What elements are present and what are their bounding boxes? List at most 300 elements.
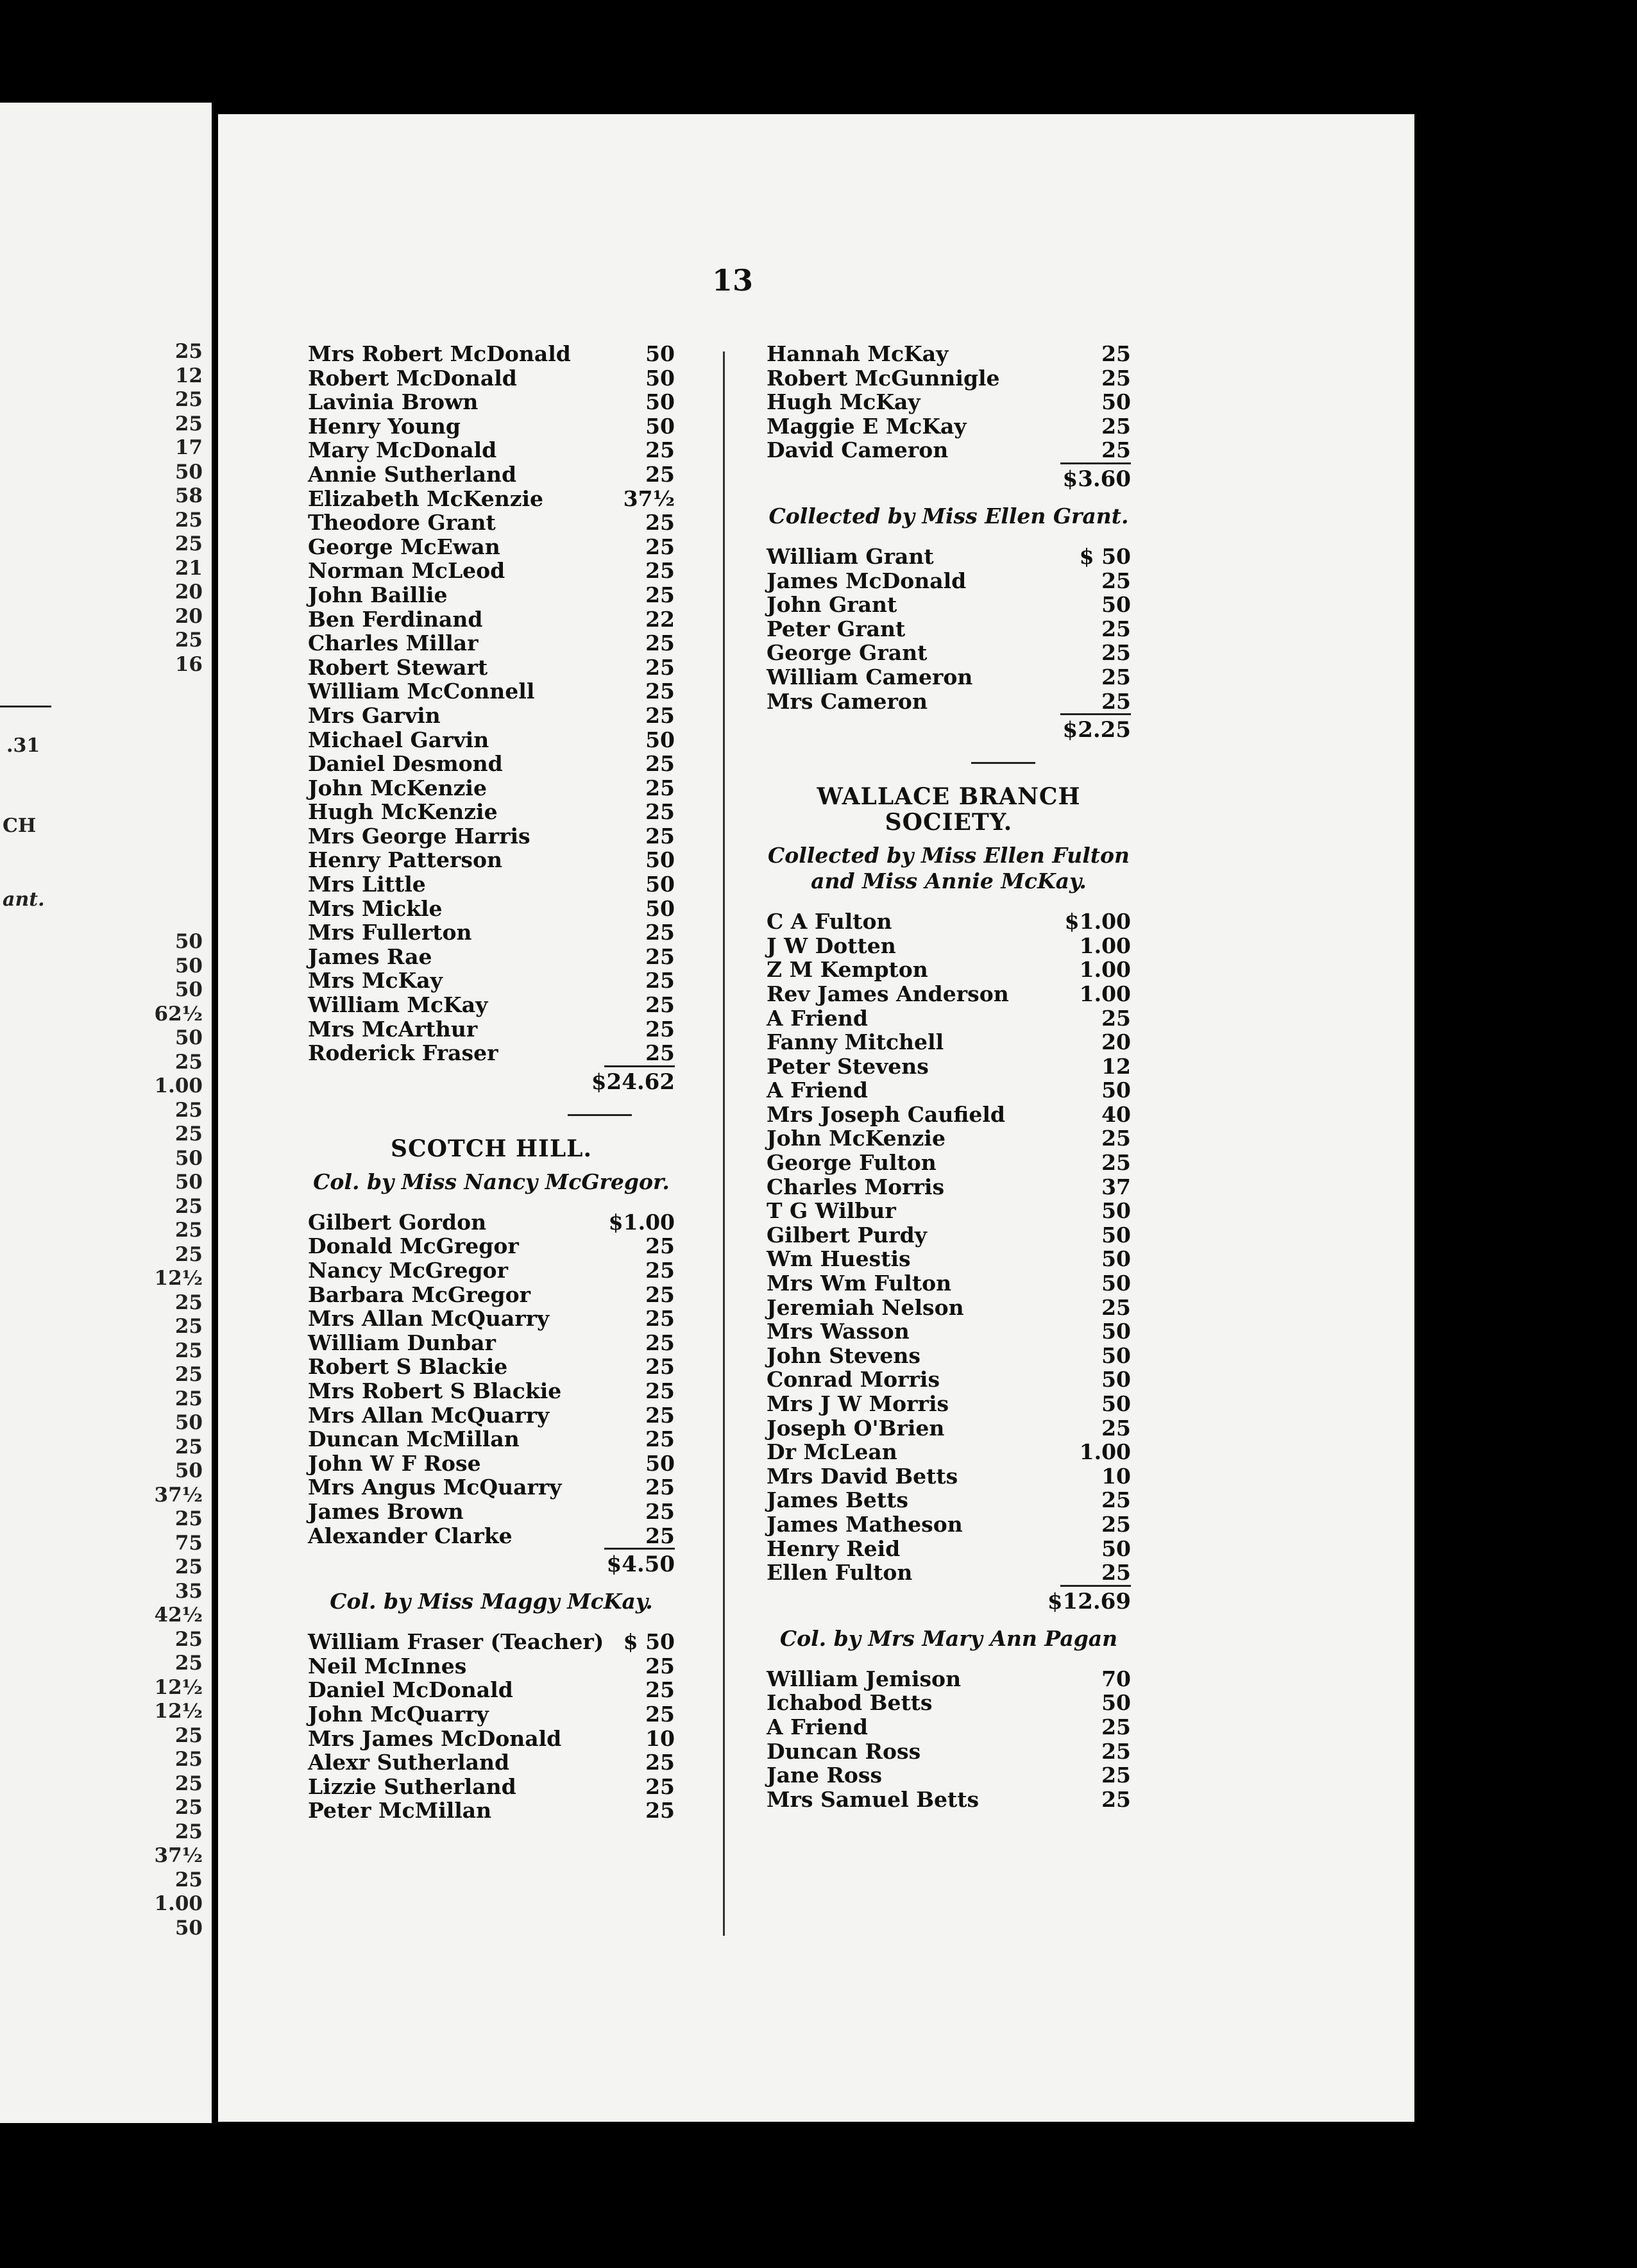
subscriber-name: Norman McLeod xyxy=(308,558,505,584)
subscriber-name: Duncan Ross xyxy=(767,1738,921,1764)
subscriber-name: William Cameron xyxy=(767,664,973,690)
subscriber-row xyxy=(767,1561,1131,1585)
left-page-amount: 12½ xyxy=(154,1675,203,1699)
subscriber-row xyxy=(767,569,1131,593)
subscriber-amount: 50 xyxy=(1101,592,1131,618)
collector-line: Collected by Miss Ellen Grant. xyxy=(768,503,1129,529)
subscriber-amount: 50 xyxy=(645,341,675,366)
subscriber-row xyxy=(767,366,1131,391)
subscriber-row xyxy=(308,1041,675,1065)
collector-line: Col. by Miss Maggy McKay. xyxy=(330,1589,653,1614)
subscriber-row xyxy=(308,1678,675,1702)
subscriber-amount: 25 xyxy=(645,992,675,1018)
subscriber-name: Mrs David Betts xyxy=(767,1463,958,1489)
left-page-amount: 20 xyxy=(174,580,203,604)
subscriber-name: John Stevens xyxy=(767,1342,920,1368)
subscriber-row xyxy=(308,1775,675,1799)
subscriber-name: James McDonald xyxy=(767,568,967,593)
subscriber-row xyxy=(308,1331,675,1355)
subscriber-name: Mary McDonald xyxy=(308,437,497,463)
subscriber-row xyxy=(308,583,675,607)
subscriber-name: William McKay xyxy=(308,992,488,1018)
subscriber-name: Peter McMillan xyxy=(308,1798,492,1824)
subscriber-amount: 25 xyxy=(645,702,675,728)
subscriber-row xyxy=(767,1006,1131,1031)
subscriber-name: Henry Reid xyxy=(767,1536,901,1561)
subscriber-row xyxy=(308,1355,675,1379)
subscriber-amount: 10 xyxy=(645,1725,675,1751)
subscriber-amount: 25 xyxy=(645,534,675,559)
subscriber-amount: 50 xyxy=(1101,389,1131,415)
left-page-amounts-1 xyxy=(145,340,203,677)
subscriber-name: Barbara McGregor xyxy=(308,1282,531,1307)
subscriber-name: Charles Millar xyxy=(308,630,479,656)
subscriber-amount: 25 xyxy=(1101,1511,1131,1537)
left-page-amount: 50 xyxy=(174,1171,203,1194)
subscriber-amount: 25 xyxy=(645,1426,675,1452)
subscriber-name: William Dunbar xyxy=(308,1330,496,1355)
subscriber-amount: 25 xyxy=(645,775,675,800)
left-page-amount: 25 xyxy=(174,1748,203,1771)
subscriber-amount: 25 xyxy=(1101,1487,1131,1513)
subscriber-row xyxy=(767,1054,1131,1079)
subscriber-name: Alexr Sutherland xyxy=(308,1750,510,1775)
left-page-amount: 50 xyxy=(174,930,203,953)
subscriber-row xyxy=(767,910,1131,934)
subscriber-name: Mrs Allan McQuarry xyxy=(308,1306,550,1332)
subscriber-row xyxy=(308,824,675,849)
subscriber-row xyxy=(767,1078,1131,1103)
subscriber-row xyxy=(767,1464,1131,1489)
subscriber-name: William McConnell xyxy=(308,679,535,704)
subscriber-row xyxy=(308,1727,675,1751)
subscriber-name: John McQuarry xyxy=(308,1701,489,1727)
subscriber-name: Henry Young xyxy=(308,413,461,439)
subscriber-row xyxy=(767,1488,1131,1512)
subscriber-amount: 25 xyxy=(645,1498,675,1524)
left-page-amount: 25 xyxy=(174,1555,203,1578)
subscriber-amount: 40 xyxy=(1101,1101,1131,1127)
subscriber-name: Mrs Joseph Caufield xyxy=(767,1101,1005,1127)
subscriber-amount: 25 xyxy=(645,1677,675,1703)
subscriber-row xyxy=(767,1739,1131,1764)
subscriber-amount: 25 xyxy=(1101,1415,1131,1441)
subscriber-row xyxy=(308,1379,675,1403)
subscriber-name: Mrs J W Morris xyxy=(767,1391,949,1416)
left-page-amount: 25 xyxy=(174,1820,203,1843)
subscriber-row xyxy=(308,1210,675,1235)
subscriber-row xyxy=(767,1126,1131,1151)
subscriber-amount: 25 xyxy=(645,944,675,969)
left-page-amount: 50 xyxy=(174,1411,203,1434)
subscriber-row xyxy=(308,704,675,728)
section-heading-scotch-hill: SCOTCH HILL. xyxy=(390,1135,592,1162)
subscriber-row xyxy=(767,545,1131,569)
subscriber-name: James Rae xyxy=(308,944,432,969)
subscriber-name: Mrs James McDonald xyxy=(308,1725,562,1751)
subscriber-name: David Cameron xyxy=(767,437,949,463)
subscriber-row xyxy=(308,342,675,366)
subscriber-amount: 25 xyxy=(645,654,675,680)
subscriber-row xyxy=(308,1798,675,1823)
subscriber-name: Mrs Mickle xyxy=(308,895,443,921)
subscriber-amount: 25 xyxy=(645,1330,675,1355)
subscriber-amount: 22 xyxy=(645,606,675,632)
left-page-amount: 25 xyxy=(174,1363,203,1386)
left-page-amount: 25 xyxy=(174,1868,203,1891)
subscriber-row xyxy=(767,390,1131,414)
subscriber-name: Z M Kempton xyxy=(767,957,928,983)
subscriber-list-7 xyxy=(767,1667,1254,1812)
subscriber-amount: 12 xyxy=(1101,1053,1131,1079)
subscriber-name: Wm Huestis xyxy=(767,1246,911,1272)
collector-line: Col. by Miss Nancy McGregor. xyxy=(313,1169,670,1194)
subscriber-amount: 50 xyxy=(1101,1367,1131,1392)
subscriber-name: C A Fulton xyxy=(767,909,892,935)
heading-line-1: WALLACE BRANCH xyxy=(817,783,1081,811)
subscriber-amount: 25 xyxy=(645,1378,675,1403)
subscriber-name: Mrs Wasson xyxy=(767,1319,910,1344)
subscriber-amount: 1.00 xyxy=(1079,981,1131,1006)
subscriber-list-5 xyxy=(767,545,1254,713)
subscriber-row xyxy=(308,487,675,511)
subscriber-amount: 1.00 xyxy=(1079,957,1131,983)
subscriber-name: Jane Ross xyxy=(767,1763,883,1788)
subscriber-amount: 50 xyxy=(1101,1246,1131,1272)
subscriber-name: Hugh McKenzie xyxy=(308,799,498,825)
subscriber-amount: 50 xyxy=(1101,1222,1131,1248)
subscriber-amount: 50 xyxy=(1101,1271,1131,1296)
subscriber-row xyxy=(767,1271,1131,1296)
subscriber-name: John McKenzie xyxy=(308,775,487,800)
subscriber-row xyxy=(308,390,675,414)
subscriber-amount: 50 xyxy=(645,1450,675,1476)
subscriber-row xyxy=(767,665,1131,690)
subscriber-name: Henry Patterson xyxy=(308,847,502,873)
left-page-amount: 25 xyxy=(174,1315,203,1338)
subscriber-amount: 25 xyxy=(1101,341,1131,366)
subscriber-row xyxy=(767,690,1131,714)
subscriber-name: William Grant xyxy=(767,543,934,569)
subscriber-row xyxy=(308,1307,675,1331)
subscriber-name: Joseph O'Brien xyxy=(767,1415,945,1441)
subscriber-list-4 xyxy=(767,342,1254,462)
subscriber-row xyxy=(308,1630,675,1654)
subscriber-name: Rev James Anderson xyxy=(767,981,1009,1006)
subscriber-name: Maggie E McKay xyxy=(767,413,967,439)
left-page-amount: 25 xyxy=(174,1796,203,1819)
subscriber-name: Robert Stewart xyxy=(308,654,488,680)
subscriber-name: Peter Stevens xyxy=(767,1053,929,1079)
subscriber-name: Mrs Angus McQuarry xyxy=(308,1475,562,1500)
subscriber-name: Hugh McKay xyxy=(767,389,920,415)
subscriber-amount: 25 xyxy=(1101,568,1131,593)
subtotal-4: $2.25 xyxy=(767,713,1131,747)
subscriber-row xyxy=(308,728,675,752)
subscriber-amount: 50 xyxy=(645,365,675,391)
subscriber-row xyxy=(308,1017,675,1042)
subscriber-name: Robert McDonald xyxy=(308,365,517,391)
subscriber-row xyxy=(308,366,675,391)
subscriber-row xyxy=(308,1283,675,1307)
left-page-amount: 25 xyxy=(174,412,203,436)
subscriber-name: Elizabeth McKenzie xyxy=(308,486,543,511)
subtotal-2: $4.50 xyxy=(308,1548,675,1581)
subscriber-row xyxy=(767,1537,1131,1561)
subscriber-row xyxy=(308,1403,675,1428)
left-page-amount: 17 xyxy=(174,436,203,459)
subscriber-row xyxy=(767,617,1131,641)
subscriber-name: Mrs George Harris xyxy=(308,823,530,849)
subscriber-row xyxy=(308,438,675,462)
subscriber-amount: 37 xyxy=(1101,1174,1131,1199)
subscriber-row xyxy=(767,593,1131,617)
subscriber-name: Robert S Blackie xyxy=(308,1354,508,1380)
subscriber-amount: 25 xyxy=(645,1701,675,1727)
subscriber-row xyxy=(767,1175,1131,1199)
subscriber-name: Mrs McArthur xyxy=(308,1016,478,1042)
left-page-amounts-2 xyxy=(145,930,203,1940)
subscriber-row xyxy=(308,897,675,921)
subscriber-row xyxy=(767,342,1131,366)
subscriber-amount: 50 xyxy=(645,389,675,415)
subscriber-name: Mrs Cameron xyxy=(767,688,928,714)
subscriber-amount: 50 xyxy=(1101,1198,1131,1224)
left-page-amount: 25 xyxy=(174,1652,203,1675)
left-page-amount: 25 xyxy=(174,1098,203,1122)
subscriber-amount: 25 xyxy=(645,920,675,945)
left-page-amount: 37½ xyxy=(154,1483,203,1507)
subscriber-amount: 25 xyxy=(645,1653,675,1679)
left-page-amount: 50 xyxy=(174,978,203,1001)
section-separator xyxy=(767,747,1254,779)
left-page-amount: 21 xyxy=(174,556,203,580)
subscriber-name: James Brown xyxy=(308,1498,464,1524)
subtotal-1: $24.62 xyxy=(308,1065,675,1099)
subscriber-name: Hannah McKay xyxy=(767,341,949,366)
subscriber-name: T G Wilbur xyxy=(767,1198,896,1224)
subscriber-amount: 25 xyxy=(645,1750,675,1775)
subscriber-name: George Grant xyxy=(767,640,928,666)
subscriber-name: Mrs Little xyxy=(308,872,426,897)
left-page-amount: 25 xyxy=(174,1723,203,1747)
subscriber-amount: 25 xyxy=(645,510,675,536)
subscriber-name: William Jemison xyxy=(767,1666,962,1691)
left-page-amount: 25 xyxy=(174,1050,203,1074)
subscriber-row xyxy=(767,1512,1131,1537)
subscriber-amount: 25 xyxy=(645,1402,675,1428)
subscriber-amount: 50 xyxy=(1101,1391,1131,1416)
collector-line: Col. by Mrs Mary Ann Pagan xyxy=(779,1625,1118,1651)
subscriber-name: Mrs Allan McQuarry xyxy=(308,1402,550,1428)
subscriber-row xyxy=(767,982,1131,1006)
left-page-amount: 25 xyxy=(174,1122,203,1146)
subscriber-amount: 25 xyxy=(1101,437,1131,463)
subscriber-row xyxy=(767,1319,1131,1344)
subscriber-amount: 25 xyxy=(1101,664,1131,690)
subscriber-amount: 25 xyxy=(1101,1714,1131,1739)
subscriber-row xyxy=(308,848,675,872)
subscriber-row xyxy=(767,1763,1131,1788)
left-page-amount: 1.00 xyxy=(154,1074,203,1097)
subscriber-name: A Friend xyxy=(767,1714,868,1739)
subscriber-amount: 37½ xyxy=(623,486,675,511)
subtotal-5: $12.69 xyxy=(767,1585,1131,1618)
subscriber-name: George McEwan xyxy=(308,534,500,559)
subscriber-amount: 25 xyxy=(645,1523,675,1548)
subscriber-amount: 25 xyxy=(645,1773,675,1799)
subscriber-amount: 25 xyxy=(645,751,675,777)
left-page-fragment xyxy=(0,103,212,2123)
subscriber-amount: 50 xyxy=(1101,1078,1131,1103)
subscriber-name: J W Dotten xyxy=(767,933,896,958)
subscriber-amount: 25 xyxy=(645,1258,675,1283)
left-page-total: .31 xyxy=(6,734,40,757)
subscriber-name: Robert McGunnigle xyxy=(767,365,1000,391)
subscriber-row xyxy=(308,1524,675,1548)
subscriber-row xyxy=(308,535,675,559)
subscriber-amount: 1.00 xyxy=(1079,933,1131,958)
left-page-amount: 42½ xyxy=(154,1604,203,1627)
subscriber-name: Theodore Grant xyxy=(308,510,496,536)
subscriber-name: Daniel McDonald xyxy=(308,1677,513,1703)
subscriber-amount: 25 xyxy=(1101,1763,1131,1788)
subscriber-row xyxy=(767,1416,1131,1441)
subscriber-row xyxy=(767,438,1131,462)
subscriber-row xyxy=(767,934,1131,958)
left-page-amount: 35 xyxy=(174,1579,203,1603)
subscriber-amount: 25 xyxy=(1101,1294,1131,1320)
subscriber-name: A Friend xyxy=(767,1078,868,1103)
subscriber-amount: 25 xyxy=(645,799,675,825)
subscriber-row xyxy=(308,872,675,897)
subscriber-name: Roderick Fraser xyxy=(308,1040,498,1066)
subscriber-amount: 50 xyxy=(645,727,675,752)
subscriber-row xyxy=(308,752,675,776)
subscriber-amount: 25 xyxy=(645,823,675,849)
subscriber-amount: 25 xyxy=(645,1475,675,1500)
subscriber-name: Ichabod Betts xyxy=(767,1690,933,1716)
subscriber-name: John Baillie xyxy=(308,582,448,607)
subscriber-name: Lizzie Sutherland xyxy=(308,1773,516,1799)
subscriber-row xyxy=(767,1440,1131,1464)
page-number: 13 xyxy=(712,263,754,298)
subscriber-name: Jeremiah Nelson xyxy=(767,1294,964,1320)
left-page-amount: 25 xyxy=(174,1627,203,1651)
subscriber-name: Lavinia Brown xyxy=(308,389,479,415)
left-page-amount: 25 xyxy=(174,629,203,652)
subscriber-amount: 25 xyxy=(1101,365,1131,391)
subscriber-name: Daniel Desmond xyxy=(308,751,503,777)
subscriber-amount: 50 xyxy=(645,872,675,897)
subscriber-amount: 25 xyxy=(1101,413,1131,439)
subscriber-amount: $ 50 xyxy=(623,1629,675,1655)
subscriber-name: James Betts xyxy=(767,1487,908,1513)
left-page-amount: 58 xyxy=(174,484,203,507)
subscriber-amount: 25 xyxy=(1101,1126,1131,1151)
subscriber-amount: 25 xyxy=(1101,1738,1131,1764)
subscriber-row xyxy=(767,1103,1131,1127)
subscriber-amount: 25 xyxy=(645,1354,675,1380)
subscriber-name: Charles Morris xyxy=(767,1174,945,1199)
subscriber-amount: 25 xyxy=(645,968,675,994)
subscriber-name: Neil McInnes xyxy=(308,1653,467,1679)
left-page-amount: 12 xyxy=(174,364,203,387)
subscriber-amount: 50 xyxy=(1101,1342,1131,1368)
subtotal-3: $3.60 xyxy=(767,462,1131,496)
subscriber-name: George Fulton xyxy=(767,1150,937,1176)
subscriber-name: A Friend xyxy=(767,1005,868,1031)
subscriber-row xyxy=(767,414,1131,439)
subscriber-name: Mrs Robert McDonald xyxy=(308,341,571,366)
left-page-rule xyxy=(0,706,51,707)
left-page-amount: 25 xyxy=(174,1772,203,1795)
left-page-amount: 25 xyxy=(174,340,203,363)
subscriber-row xyxy=(308,1475,675,1500)
subscriber-name: John W F Rose xyxy=(308,1450,481,1476)
subscriber-row xyxy=(767,958,1131,982)
left-page-amount: 25 xyxy=(174,388,203,411)
subscriber-name: Dr McLean xyxy=(767,1439,897,1465)
subscriber-row xyxy=(308,969,675,993)
subscriber-amount: 50 xyxy=(645,895,675,921)
subscriber-name: Mrs Robert S Blackie xyxy=(308,1378,562,1403)
subscriber-row xyxy=(308,414,675,439)
left-page-amount: 50 xyxy=(174,1459,203,1482)
subscriber-row xyxy=(308,800,675,824)
collector-line xyxy=(767,843,1131,894)
subscriber-amount: $1.00 xyxy=(608,1209,675,1235)
subscriber-amount: 25 xyxy=(645,630,675,656)
subscriber-row xyxy=(767,1151,1131,1175)
subscriber-row xyxy=(308,1702,675,1727)
subscriber-row xyxy=(767,1367,1131,1392)
left-page-amount: 37½ xyxy=(154,1844,203,1867)
subscriber-name: Nancy McGregor xyxy=(308,1258,508,1283)
left-page-amount: 12½ xyxy=(154,1267,203,1290)
subscriber-name: John McKenzie xyxy=(767,1126,946,1151)
subscriber-amount: 50 xyxy=(1101,1536,1131,1561)
collector-line-1: Collected by Miss Ellen Fulton xyxy=(767,843,1130,868)
left-page-amount: 50 xyxy=(174,460,203,484)
subscriber-row xyxy=(308,1234,675,1258)
subscriber-row xyxy=(308,776,675,800)
subscriber-row xyxy=(308,1258,675,1283)
subscriber-name: Mrs Fullerton xyxy=(308,920,472,945)
subscriber-amount: 50 xyxy=(1101,1319,1131,1344)
subscriber-row xyxy=(767,1030,1131,1054)
subscriber-name: Ben Ferdinand xyxy=(308,606,483,632)
subscriber-name: Mrs Wm Fulton xyxy=(767,1271,952,1296)
subscriber-row xyxy=(308,1750,675,1775)
subscriber-amount: 70 xyxy=(1101,1666,1131,1691)
subscriber-amount: 25 xyxy=(645,679,675,704)
subscriber-name: Gilbert Gordon xyxy=(308,1209,487,1235)
subscriber-row xyxy=(308,920,675,945)
subscriber-amount: $ 50 xyxy=(1079,543,1131,569)
subscriber-amount: 50 xyxy=(645,413,675,439)
subscriber-row xyxy=(308,1654,675,1679)
left-page-amount: 16 xyxy=(174,652,203,676)
subscriber-row xyxy=(767,1296,1131,1320)
subscriber-amount: 25 xyxy=(645,437,675,463)
subscriber-row xyxy=(308,1427,675,1451)
subscriber-amount: 25 xyxy=(645,1040,675,1066)
subscriber-amount: 25 xyxy=(1101,640,1131,666)
subscriber-row xyxy=(308,1500,675,1524)
subscriber-name: Ellen Fulton xyxy=(767,1560,913,1586)
left-page-amount: 25 xyxy=(174,1435,203,1459)
